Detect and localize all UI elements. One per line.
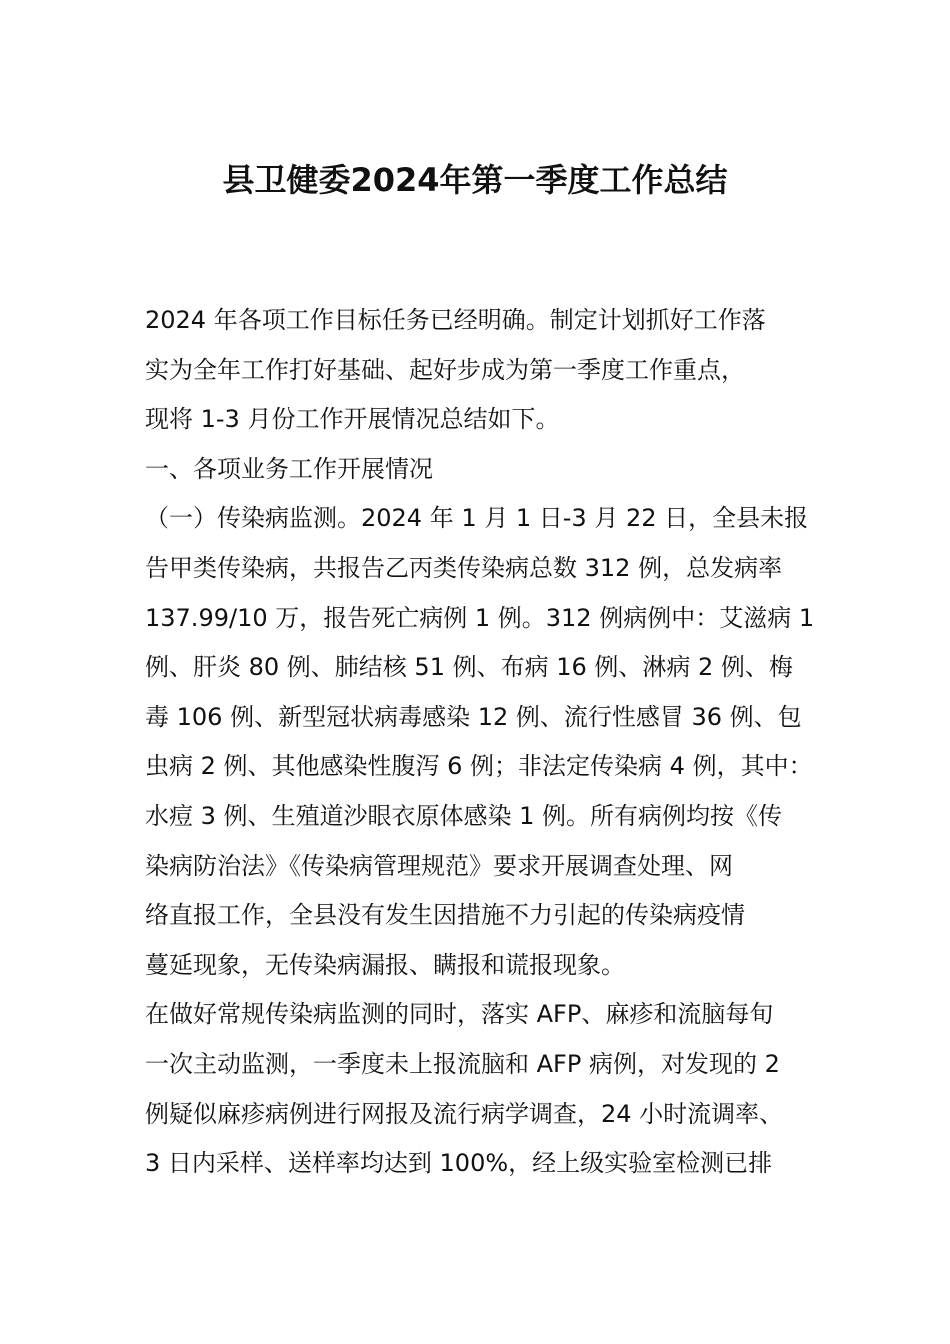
text-line-17: 例疑似麻疹病例进行网报及流行病学调查，24 小时流调率、 — [145, 1099, 784, 1128]
text-line-14: 蔓延现象，无传染病漏报、瞒报和谎报现象。 — [145, 950, 625, 979]
text-line-6: 告甲类传染病，共报告乙丙类传染病总数 312 例，总发病率 — [145, 553, 783, 582]
text-line-9: 毒 106 例、新型冠状病毒感染 12 例、流行性感冒 36 例、包 — [145, 702, 802, 731]
document-body — [145, 296, 830, 1189]
text-line-12: 染病防治法》《传染病管理规范》要求开展调查处理、网 — [145, 851, 733, 880]
text-line-11: 水痘 3 例、生殖道沙眼衣原体感染 1 例。所有病例均按《传 — [145, 801, 783, 830]
text-line-7: 137.99/10 万，报告死亡病例 1 例。312 例病例中：艾滋病 1 — [145, 603, 815, 632]
text-line-13: 络直报工作，全县没有发生因措施不力引起的传染病疫情 — [145, 901, 745, 930]
text-line-3: 现将 1-3 月份工作开展情况总结如下。 — [145, 405, 560, 434]
text-line-8: 例、肝炎 80 例、肺结核 51 例、布病 16 例、淋病 2 例、梅 — [145, 653, 793, 682]
text-line-18: 3 日内采样、送样率均达到 100%，经上级实验室检测已排 — [145, 1149, 773, 1178]
text-line-15: 在做好常规传染病监测的同时，落实 AFP、麻疹和流脑每旬 — [145, 1000, 774, 1029]
text-line-16: 一次主动监测，一季度未上报流脑和 AFP 病例，对发现的 2 — [145, 1049, 780, 1078]
text-line-2: 实为全年工作打好基础、起好步成为第一季度工作重点， — [145, 355, 745, 384]
text-line-1: 2024 年各项工作目标任务已经明确。制定计划抓好工作落 — [145, 306, 766, 334]
document-title: 县卫健委2024年第一季度工作总结 — [222, 161, 728, 199]
section-heading: 一、各项业务工作开展情况 — [145, 454, 433, 483]
text-line-5: （一）传染病监测。2024 年 1 月 1 日-3 月 22 日，全县未报 — [145, 504, 809, 533]
text-line-10: 虫病 2 例、其他感染性腹泻 6 例；非法定传染病 4 例，其中： — [145, 752, 813, 781]
